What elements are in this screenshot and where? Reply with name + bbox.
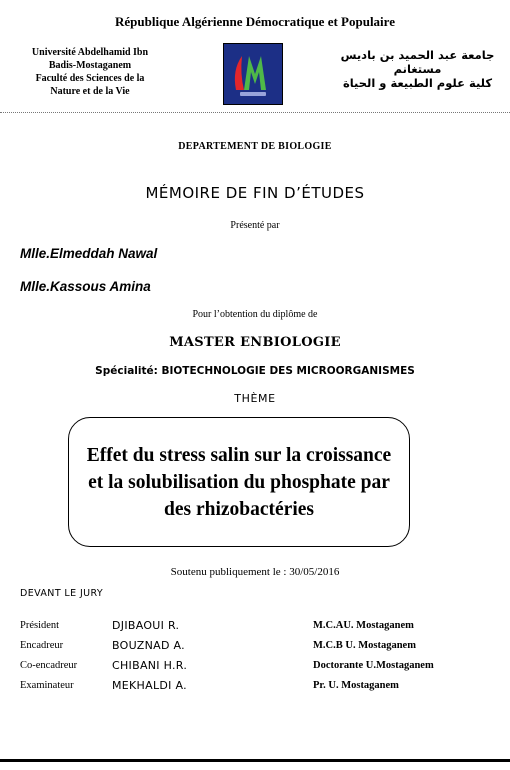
jury-name: DJIBAOUI R.: [112, 619, 180, 632]
jury-grade: Doctorante U.Mostaganem: [313, 660, 434, 671]
jury-role: Co-encadreur: [20, 660, 78, 671]
jury-grade: M.C.AU. Mostaganem: [313, 620, 414, 631]
jury-grade: M.C.B U. Mostaganem: [313, 640, 416, 651]
jury-heading: DEVANT LE JURY: [20, 588, 104, 599]
page-frame-bottom: [0, 759, 510, 762]
theme-label: THÈME: [234, 392, 276, 405]
department-name: DEPARTEMENT DE BIOLOGIE: [178, 141, 332, 152]
master-title: MASTER ENBIOLOGIE: [169, 335, 341, 350]
jury-role: Président: [20, 620, 60, 631]
republic-title: République Algérienne Démocratique et Populaire: [115, 14, 395, 29]
university-name-ar: [330, 48, 505, 90]
jury-name: BOUZNAD A.: [112, 639, 185, 652]
jury-grade: Pr. U. Mostaganem: [313, 680, 399, 691]
university-name-fr: [10, 46, 170, 98]
theme-box: [68, 417, 410, 547]
faculty-line: Faculté des Sciences de la: [35, 73, 145, 84]
jury-role: Encadreur: [20, 640, 64, 651]
memoire-title: MÉMOIRE DE FIN D’ÉTUDES: [145, 184, 365, 202]
jury-name: MEKHALDI A.: [112, 679, 187, 692]
specialite-line: Spécialité: BIOTECHNOLOGIE DES MICROORGANISMES: [95, 365, 415, 377]
jury-name: CHIBANI H.R.: [112, 659, 188, 672]
theme-title-line: et la solubilisation du phosphate par: [88, 471, 390, 493]
presented-by-label: Présenté par: [230, 220, 280, 231]
faculty-line-ar: كلية علوم الطبيعة و الحياة: [342, 76, 493, 90]
defense-date: Soutenu publiquement le : 30/05/2016: [170, 566, 340, 578]
student-name: Mlle.Elmeddah Nawal: [20, 246, 158, 261]
university-line-ar: مستغانم: [393, 62, 442, 76]
faculty-line: Nature et de la Vie: [50, 86, 130, 97]
university-logo-icon: [224, 44, 282, 104]
jury-role: Examinateur: [20, 680, 74, 691]
university-logo: [223, 43, 283, 105]
obtention-label: Pour l’obtention du diplôme de: [192, 309, 318, 320]
student-name: Mlle.Kassous Amina: [20, 279, 151, 294]
header-divider: [0, 112, 510, 113]
theme-title-line: Effet du stress salin sur la croissance: [86, 444, 392, 466]
theme-title: [87, 442, 391, 523]
university-line-ar: جامعة عبد الحميد بن باديس: [340, 48, 495, 62]
university-line: Badis-Mostaganem: [48, 60, 132, 71]
theme-title-line: des rhizobactéries: [163, 498, 314, 520]
university-line: Université Abdelhamid Ibn: [31, 47, 149, 58]
